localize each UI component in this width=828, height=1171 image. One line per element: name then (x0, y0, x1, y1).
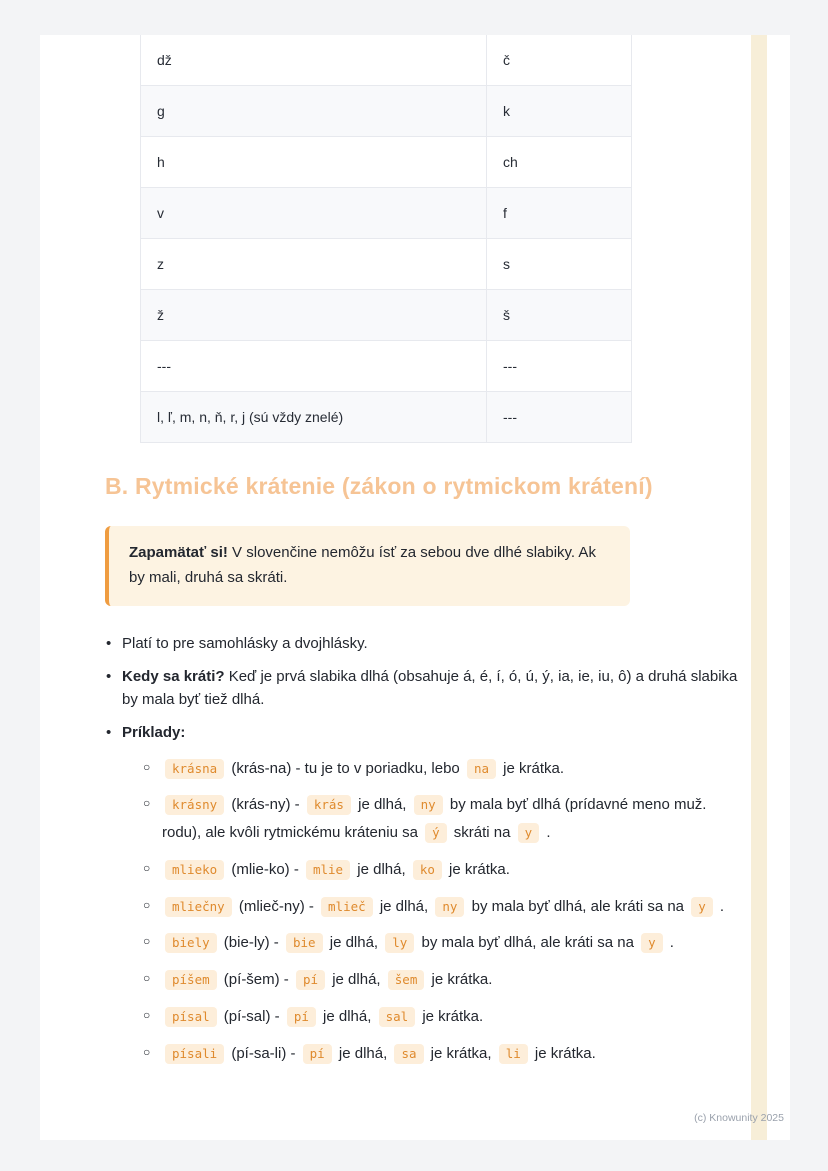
text-segment: . (715, 897, 725, 915)
inline-code-chip: píšem (165, 970, 217, 990)
table-cell-voiceless: č (503, 52, 510, 68)
table-cell-voiced: dž (141, 35, 487, 85)
text-segment: je dlhá, (325, 934, 383, 952)
inline-code-chip: bie (286, 933, 323, 953)
table-cell-voiced: g (141, 86, 487, 136)
inline-code-chip: sa (394, 1044, 423, 1064)
example-item (143, 893, 745, 921)
text-segment: (krás-ny) - (227, 796, 304, 814)
table-cell-voiceless: ch (503, 154, 518, 170)
inline-code-chip: y (691, 897, 713, 917)
inline-code-chip: ny (435, 897, 464, 917)
inline-code-chip: mlie (306, 860, 350, 880)
text-segment: Keď je prvá slabika dlhá (obsahuje á, é, í, ó, ú, ý, ia, ie, iu, ô) a druhá slabika by mala byť tiež dlhá. (122, 667, 738, 708)
text-segment: je dlhá, (334, 1044, 392, 1062)
inline-code-chip: písal (165, 1007, 217, 1027)
text-segment: je dlhá, (375, 897, 433, 915)
text-segment: skráti na (449, 824, 515, 841)
table-cell-voiced: l, ľ, m, n, ň, r, j (sú vždy znelé) (141, 392, 487, 442)
inline-code-chip: na (467, 759, 496, 779)
text-segment: Platí to pre samohlásky a dvojhlásky. (122, 634, 368, 652)
table-row (141, 35, 631, 86)
consonant-table (140, 35, 632, 443)
example-item (143, 856, 745, 884)
table-row (141, 239, 631, 290)
list-item (105, 632, 745, 655)
inline-code-chip: mliečny (165, 897, 232, 917)
example-list (143, 755, 745, 1068)
table-cell-voiceless: f (503, 205, 507, 221)
text-segment: by mala byť dlhá, ale kráti sa na (417, 934, 639, 952)
bold-text: Príklady: (122, 724, 186, 742)
inline-code-chip: ly (385, 933, 414, 953)
table-row (141, 392, 631, 443)
text-segment: (krás-na) - tu je to v poriadku, lebo (227, 759, 464, 777)
inline-code-chip: pí (303, 1044, 332, 1064)
text-segment: je krátka. (530, 1044, 596, 1062)
table-row (141, 86, 631, 137)
example-item (143, 1003, 745, 1031)
table-row (141, 341, 631, 392)
callout-text: V slovenčine nemôžu ísť za sebou dve dlhé slabiky. Ak by mali, druhá sa skráti. (129, 544, 596, 586)
inline-code-chip: biely (165, 933, 217, 953)
text-segment: (pí-sal) - (219, 1007, 284, 1025)
text-segment: (bie-ly) - (219, 934, 283, 952)
table-cell-voiceless: --- (503, 358, 517, 374)
table-row (141, 137, 631, 188)
text-segment: (mlieč-ny) - (234, 897, 319, 915)
text-segment: je dlhá, (353, 796, 411, 814)
text-segment: by mala byť dlhá, ale kráti sa na (467, 897, 689, 915)
bullet-list (105, 632, 745, 1068)
inline-code-chip: krásna (165, 759, 224, 779)
table-cell-voiced: --- (141, 341, 487, 391)
table-row (141, 290, 631, 341)
footer-credit: (c) Knowunity 2025 (694, 1112, 784, 1124)
inline-code-chip: sal (379, 1007, 416, 1027)
text-segment: je dlhá, (328, 971, 385, 988)
text-segment: je krátka. (444, 860, 510, 878)
inline-code-chip: mlieko (165, 860, 224, 880)
table-cell-voiced: z (141, 239, 487, 289)
text-segment: (mlie-ko) - (227, 860, 303, 878)
example-item (143, 755, 745, 783)
text-segment: je krátka, (426, 1044, 496, 1062)
list-item (105, 665, 745, 712)
section-heading: B. Rytmické krátenie (zákon o rytmickom krátení) (105, 473, 653, 499)
table-cell-voiceless: --- (503, 409, 517, 425)
inline-code-chip: ko (413, 860, 442, 880)
inline-code-chip: mlieč (321, 897, 373, 917)
example-item (143, 929, 745, 957)
callout-box (105, 526, 630, 606)
inline-code-chip: ý (425, 823, 447, 843)
inline-code-chip: šem (388, 970, 425, 990)
example-item (143, 791, 745, 847)
inline-code-chip: ny (414, 795, 443, 815)
bullet-section (105, 632, 745, 1068)
table-cell-voiceless: š (503, 307, 510, 323)
text-segment: by mala byť dlhá (prídavné meno muž. rodu), ale kvôli rytmickému kráteniu sa (162, 796, 707, 841)
text-segment: (pí-sa-li) - (227, 1044, 300, 1062)
table-cell-voiced: v (141, 188, 487, 238)
text-segment: (pí-šem) - (219, 971, 293, 988)
document-card (40, 35, 790, 1140)
table-cell-voiced: h (141, 137, 487, 187)
inline-code-chip: písali (165, 1044, 224, 1064)
text-segment: je dlhá, (353, 860, 410, 878)
example-item (143, 966, 745, 994)
text-segment: je krátka. (499, 759, 565, 777)
inline-code-chip: li (499, 1044, 528, 1064)
inline-code-chip: pí (296, 970, 325, 990)
inline-code-chip: krásny (165, 795, 224, 815)
table-cell-voiced: ž (141, 290, 487, 340)
bold-text: Kedy sa kráti? (122, 667, 225, 685)
callout-title: Zapamätať si! (129, 544, 228, 561)
table-cell-voiceless: k (503, 103, 510, 119)
inline-code-chip: y (518, 823, 540, 843)
inline-code-chip: krás (307, 795, 351, 815)
text-segment: . (665, 934, 674, 952)
text-segment: je dlhá, (318, 1007, 376, 1025)
text-segment: je krátka. (418, 1007, 484, 1025)
table-row (141, 188, 631, 239)
text-segment: je krátka. (427, 971, 493, 988)
inline-code-chip: y (641, 933, 663, 953)
list-item (105, 721, 745, 1067)
inline-code-chip: pí (287, 1007, 316, 1027)
page-edge-strip (751, 35, 767, 1140)
example-item (143, 1040, 745, 1068)
table-cell-voiceless: s (503, 256, 510, 272)
text-segment: . (542, 824, 551, 841)
